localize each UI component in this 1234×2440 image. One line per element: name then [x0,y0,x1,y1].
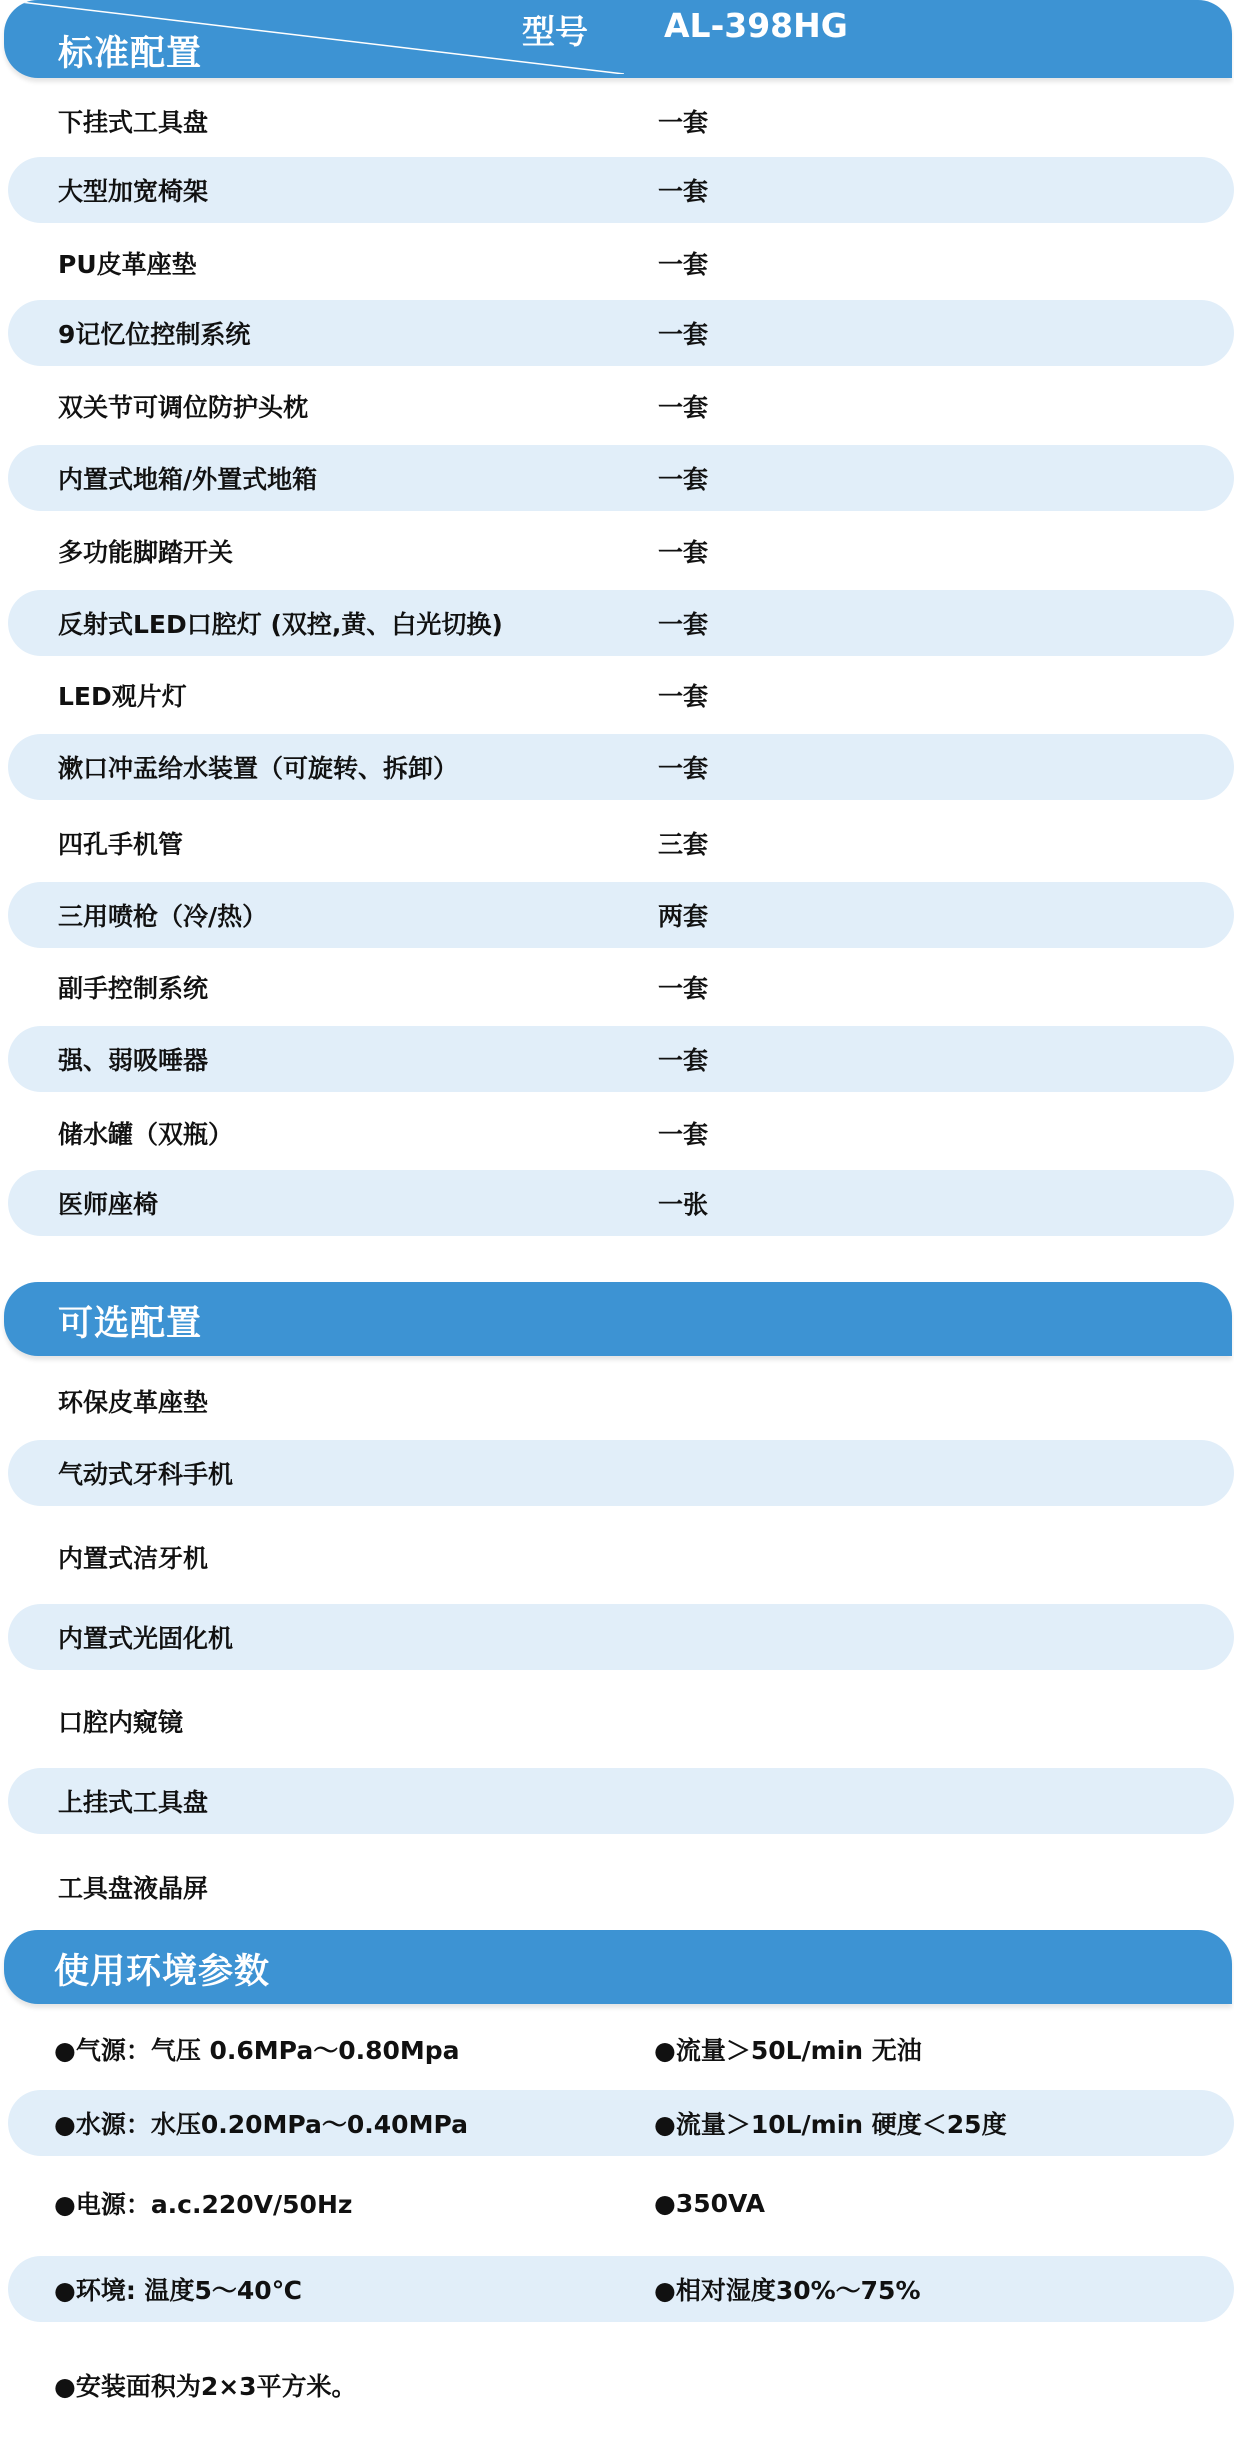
model-label: 型号 [522,12,588,51]
standard-config-row [8,300,1234,366]
environment-param-left: ●环境: 温度5～40℃ [54,2276,302,2305]
standard-config-row [8,518,1234,584]
standard-config-row [8,662,1234,728]
config-item-name: PU皮革座垫 [58,250,197,279]
standard-config-row [8,1026,1234,1092]
standard-config-row [8,1100,1234,1166]
standard-config-row [8,157,1234,223]
environment-row [8,2090,1234,2156]
environment-row [8,2016,1234,2082]
config-item-quantity: 一套 [658,108,709,137]
environment-row [8,2256,1234,2322]
config-item-quantity: 一套 [658,1120,709,1149]
config-item-quantity: 一套 [658,610,709,639]
config-item-name: 下挂式工具盘 [58,108,209,137]
config-item-quantity: 一套 [658,393,709,422]
standard-config-row [8,590,1234,656]
standard-config-row [8,1170,1234,1236]
config-item-quantity: 一套 [658,250,709,279]
config-item-quantity: 三套 [658,830,709,859]
config-item-quantity: 一套 [658,465,709,494]
config-item-name: 储水罐（双瓶） [58,1120,234,1149]
config-item-quantity: 一套 [658,682,709,711]
standard-config-row [8,882,1234,948]
config-item-quantity: 一套 [658,538,709,567]
optional-config-header [4,1282,1232,1356]
environment-param-right: ●流量＞50L/min 无油 [654,2036,922,2065]
optional-config-row [8,1524,1234,1590]
config-item-name: 强、弱吸唾器 [58,1046,209,1075]
environment-param-right: ●流量＞10L/min 硬度＜25度 [654,2110,1007,2139]
config-item-name: 多功能脚踏开关 [58,538,234,567]
config-item-name: 三用喷枪（冷/热） [58,902,268,931]
config-item-name: 反射式LED口腔灯 (双控,黄、白光切换) [58,610,503,639]
standard-config-row [8,230,1234,296]
standard-config-row [8,734,1234,800]
standard-config-row [8,810,1234,876]
config-item-name: 四孔手机管 [58,830,184,859]
environment-param-left: ●水源：水压0.20MPa～0.40MPa [54,2110,468,2139]
config-item-name: 9记忆位控制系统 [58,320,251,349]
environment-param-right: ●350VA [654,2188,765,2218]
standard-config-row [8,445,1234,511]
environment-param-left: ●气源：气压 0.6MPa～0.80Mpa [54,2036,460,2065]
environment-title: 使用环境参数 [54,1952,271,1992]
config-item-name: LED观片灯 [58,682,187,711]
optional-config-row [8,1368,1234,1434]
config-item-quantity: 一张 [658,1190,709,1219]
optional-item-name: 口腔内窥镜 [58,1708,184,1737]
standard-config-row [8,373,1234,439]
installation-note [8,2360,1234,2410]
config-item-name: 内置式地箱/外置式地箱 [58,465,318,494]
config-item-quantity: 一套 [658,974,709,1003]
optional-config-row [8,1440,1234,1506]
installation-note-text: ●安装面积为2×3平方米。 [54,2372,357,2401]
config-item-quantity: 一套 [658,754,709,783]
config-item-name: 大型加宽椅架 [58,177,209,206]
optional-config-row [8,1768,1234,1834]
config-item-quantity: 一套 [658,1046,709,1075]
optional-item-name: 环保皮革座垫 [58,1388,209,1417]
config-item-quantity: 两套 [658,902,709,931]
model-value: AL-398HG [664,6,848,45]
config-item-quantity: 一套 [658,177,709,206]
environment-param-left: ●电源：a.c.220V/50Hz [54,2190,353,2219]
optional-item-name: 上挂式工具盘 [58,1788,209,1817]
environment-row [8,2170,1234,2236]
standard-config-header [4,0,1232,78]
standard-config-title: 标准配置 [58,34,203,74]
config-item-name: 漱口冲盂给水装置（可旋转、拆卸） [58,754,459,783]
environment-header [4,1930,1232,2004]
optional-config-row [8,1604,1234,1670]
optional-config-row [8,1854,1234,1920]
environment-param-right: ●相对湿度30%～75% [654,2276,921,2305]
optional-config-title: 可选配置 [58,1304,203,1344]
config-item-name: 双关节可调位防护头枕 [58,393,309,422]
standard-config-row [8,88,1234,154]
config-item-quantity: 一套 [658,320,709,349]
config-item-name: 副手控制系统 [58,974,209,1003]
optional-item-name: 内置式洁牙机 [58,1544,209,1573]
config-item-name: 医师座椅 [58,1190,159,1219]
standard-config-row [8,954,1234,1020]
optional-item-name: 气动式牙科手机 [58,1460,234,1489]
optional-item-name: 工具盘液晶屏 [58,1874,209,1903]
optional-config-row [8,1688,1234,1754]
optional-item-name: 内置式光固化机 [58,1624,234,1653]
